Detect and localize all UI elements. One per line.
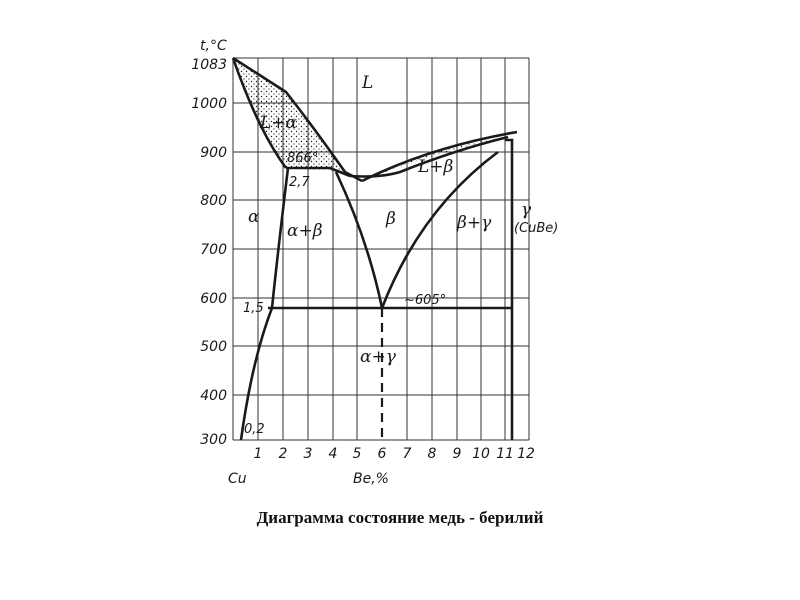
x-tick: 9 [452, 446, 462, 462]
y-tick: 500 [200, 339, 227, 355]
x-axis [228, 446, 535, 487]
x-axis-unit: Be,% [353, 471, 389, 487]
phase-alpha-gamma-label: α+γ [360, 347, 396, 367]
y-tick: 600 [200, 291, 227, 307]
solvus-comp-label: 1,5 [243, 301, 264, 316]
alpha-beta-boundary [272, 168, 288, 308]
x-tick: 6 [377, 446, 387, 462]
y-axis [191, 38, 227, 448]
x-tick: 10 [472, 446, 490, 462]
phase-l-alpha-label: L+α [260, 113, 298, 133]
x-tick: 12 [517, 446, 535, 462]
x-tick: 1 [253, 446, 263, 462]
phase-beta-gamma-label: β+γ [457, 213, 492, 233]
x-tick: 3 [303, 446, 313, 462]
x-tick: 2 [278, 446, 288, 462]
y-tick: 700 [200, 242, 227, 258]
phase-liquid-label: L [362, 73, 374, 93]
x-tick: 7 [402, 446, 412, 462]
y-tick: 1000 [191, 96, 227, 112]
x-axis-origin: Cu [228, 471, 247, 487]
x-tick: 4 [328, 446, 338, 462]
y-axis-unit: t,°C [200, 38, 227, 54]
y-tick: 1083 [191, 57, 227, 73]
diagram-caption: Диаграмма состояние медь - берилий [256, 508, 544, 527]
y-tick: 400 [200, 388, 227, 404]
peritectic-comp-label: 2,7 [289, 175, 310, 190]
solvus-low-comp-label: 0,2 [244, 422, 265, 437]
phase-beta-label: β [386, 209, 396, 229]
y-tick: 300 [200, 432, 227, 448]
beta-boundary-left [336, 172, 382, 308]
x-tick: 11 [496, 446, 514, 462]
peritectic-temp-label: 866° [287, 151, 319, 166]
phase-alpha-beta-label: α+β [287, 221, 323, 241]
phase-l-beta-label: L+β [418, 157, 454, 177]
phase-gamma-label: γ [521, 200, 532, 220]
solvus-alpha [241, 308, 272, 440]
x-tick: 5 [352, 446, 362, 462]
phase-alpha-label: α [248, 207, 260, 227]
y-tick: 900 [200, 145, 227, 161]
x-tick: 8 [427, 446, 437, 462]
gamma-formula-label: (CuBe) [514, 221, 559, 236]
y-tick: 800 [200, 193, 227, 209]
eutectoid-temp-label: ~605° [404, 293, 447, 308]
